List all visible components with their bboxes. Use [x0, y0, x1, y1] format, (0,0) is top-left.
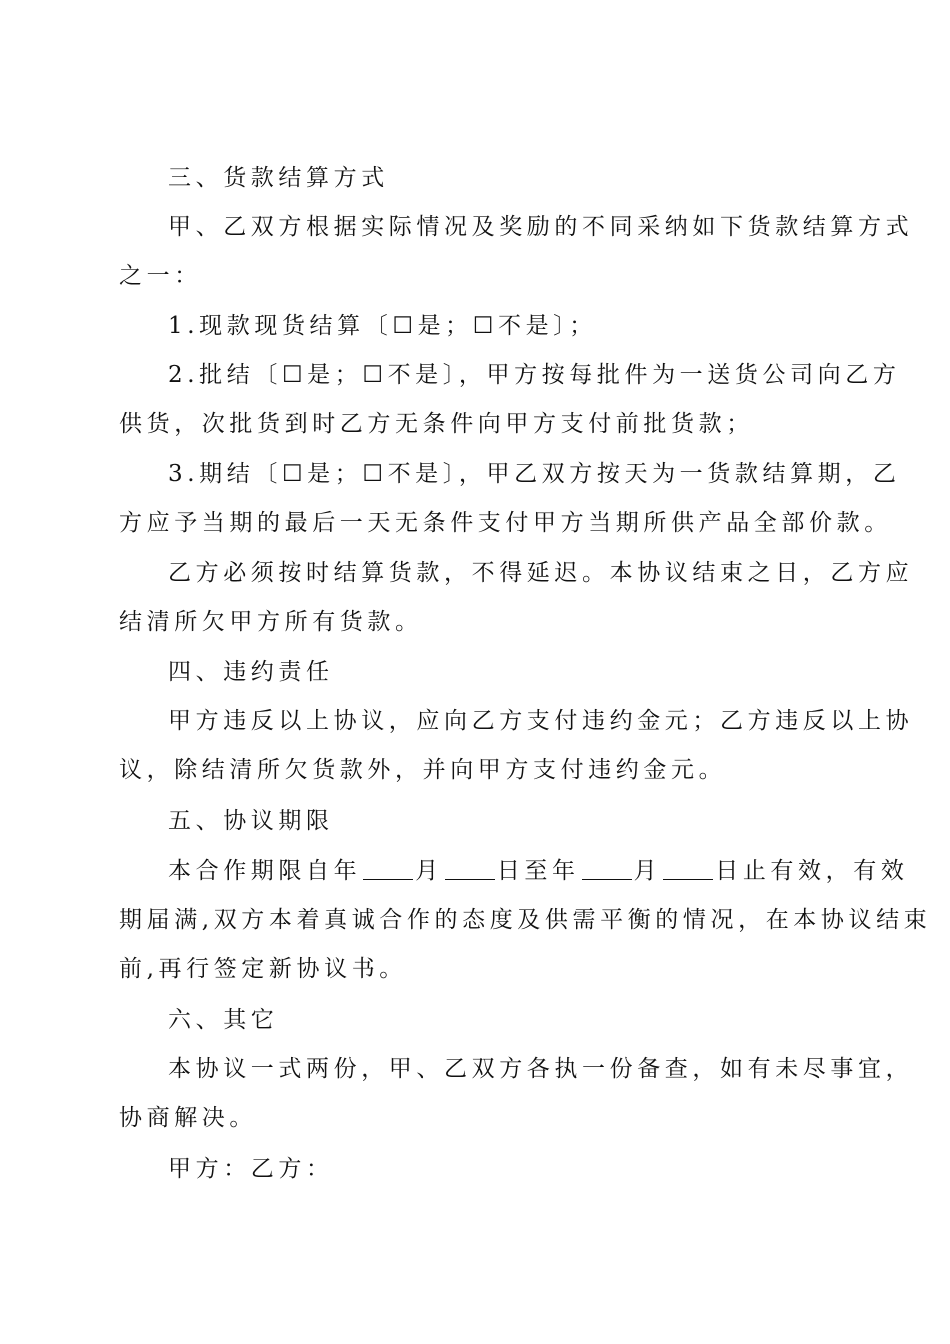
term-line	[119, 847, 909, 896]
heading-text: 五、协议期限	[168, 808, 334, 834]
paragraph-line: 方应予当期的最后一天无条件支付甲方当期所供产品全部价款。	[119, 510, 892, 536]
section-5-heading	[119, 797, 835, 846]
heading-text: 六、其它	[168, 1007, 279, 1033]
section-3-item-2	[119, 351, 901, 449]
section-3-note	[119, 549, 914, 647]
text-segment: 日止有效，有效	[715, 858, 909, 884]
paragraph-line: 之一：	[119, 263, 202, 289]
fill-blank-year	[363, 859, 413, 880]
section-4-body	[119, 697, 914, 795]
section-6-body	[119, 1045, 914, 1143]
heading-text: 四、违约责任	[168, 659, 334, 685]
paragraph-line: 2.批结〔☐是；☐不是〕，甲方按每批件为一送货公司向乙方	[168, 362, 901, 388]
paragraph-line: 协商解决。	[119, 1105, 257, 1131]
paragraph-line: 甲方违反以上协议，应向乙方支付违约金元；乙方违反以上协	[168, 708, 914, 734]
paragraph-line: 本协议一式两份，甲、乙双方各执一份备查，如有未尽事宜，	[168, 1056, 914, 1082]
paragraph-line: 前,再行签定新协议书。	[119, 956, 407, 982]
text-segment: 月	[415, 858, 443, 884]
signature-line	[119, 1145, 835, 1194]
section-5-body	[119, 847, 932, 994]
paragraph-line: 1.现款现货结算〔☐是；☐不是〕；	[168, 313, 597, 339]
section-3-heading	[119, 154, 835, 203]
section-6-heading	[119, 996, 835, 1045]
text-segment: 本合作期限自年	[168, 858, 362, 884]
text-segment: 月	[633, 858, 662, 884]
fill-blank-month	[445, 859, 495, 880]
fill-blank-year	[582, 859, 632, 880]
section-4-heading	[119, 648, 835, 697]
paragraph-line: 结清所欠甲方所有货款。	[119, 609, 423, 635]
fill-blank-month	[663, 859, 713, 880]
paragraph-line: 3.期结〔☐是；☐不是〕，甲乙双方按天为一货款结算期，乙	[168, 461, 901, 487]
paragraph-line: 供货，次批货到时乙方无条件向甲方支付前批货款；	[119, 411, 754, 437]
section-3-item-3	[119, 450, 901, 548]
section-3-item-1	[119, 302, 835, 351]
paragraph-line: 议，除结清所欠货款外，并向甲方支付违约金元。	[119, 757, 727, 783]
paragraph-line: 期届满,双方本着真诚合作的态度及供需平衡的情况，在本协议结束	[119, 907, 932, 933]
signature-text: 甲方：乙方：	[168, 1156, 334, 1182]
heading-text: 三、货款结算方式	[168, 165, 389, 191]
paragraph-line: 乙方必须按时结算货款，不得延迟。本协议结束之日，乙方应	[168, 560, 914, 586]
text-segment: 日至年	[496, 858, 580, 884]
paragraph-line: 甲、乙双方根据实际情况及奖励的不同采纳如下货款结算方式	[168, 214, 914, 240]
section-3-intro	[119, 203, 914, 301]
